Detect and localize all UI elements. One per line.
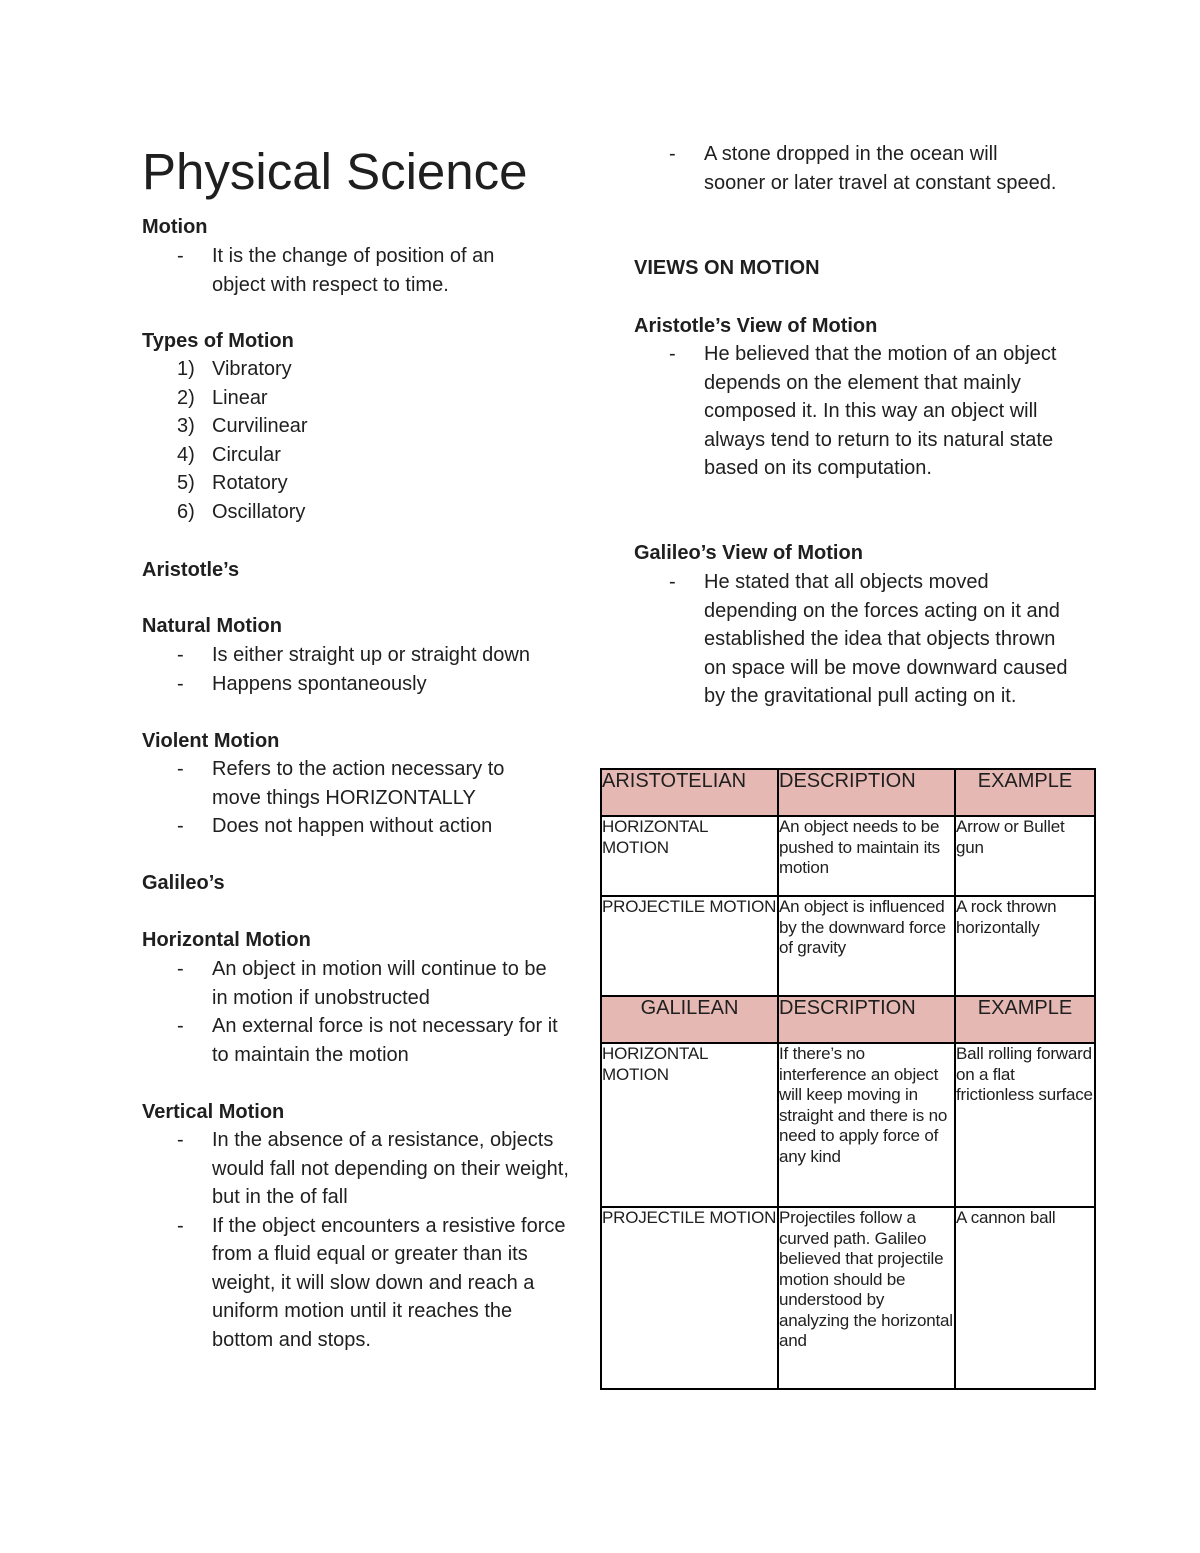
list-item: 3) Curvilinear <box>177 415 308 437</box>
horizontal-motion-list <box>142 955 562 1069</box>
list-item: - He stated that all objects moved depending on the forces acting on it and established the idea that objects thrown on space will be move downward caused by the gravitational pull acting on it. <box>669 571 1068 707</box>
table-header-row <box>601 769 1095 816</box>
list-item: - He believed that the motion of an object depends on the element that mainly composed it. In this way an object will always tend to return to its natural state based on its computation. <box>669 343 1057 479</box>
list-item: 6) Oscillatory <box>177 500 306 523</box>
table-cell: PROJECTILE MOTION <box>601 896 778 996</box>
vertical-motion-list <box>142 1126 572 1354</box>
horizontal-motion-heading: Horizontal Motion <box>142 929 311 951</box>
list-item: - Refers to the action necessary to move things HORIZONTALLY <box>177 758 505 809</box>
list-item: - Happens spontaneously <box>177 672 427 695</box>
aristotles-heading: Aristotle’s <box>142 559 240 581</box>
violent-motion-list <box>142 755 552 841</box>
table-cell: Ball rolling forward on a flat frictionless surface <box>955 1043 1095 1207</box>
list-item: - If the object encounters a resistive force from a fluid equal or greater than its weight, it will slow down and reach a uniform motion until it reaches the bottom and stops. <box>177 1214 566 1351</box>
table-cell: An object needs to be pushed to maintain its motion <box>778 816 955 896</box>
table-cell: Projectiles follow a curved path. Galileo believed that projectile motion should be understood by analyzing the horizontal and <box>778 1207 955 1389</box>
list-item: - In the absence of a resistance, objects would fall not depending on their weight, but in the of fall <box>177 1129 569 1208</box>
stone-list <box>634 140 1064 197</box>
motion-list <box>142 242 552 299</box>
galileo-view-list <box>634 568 1074 711</box>
aristotle-view-list <box>634 340 1074 483</box>
table-row <box>601 816 1095 896</box>
natural-motion-heading: Natural Motion <box>142 615 282 637</box>
table-cell: If there’s no interference an object will keep moving in straight and there is no need to apply force of any kind <box>778 1043 955 1207</box>
table-cell: PROJECTILE MOTION <box>601 1207 778 1389</box>
column-header: EXAMPLE <box>955 996 1095 1043</box>
types-list <box>142 355 552 526</box>
list-item: 5) Rotatory <box>177 472 288 494</box>
list-item: - A stone dropped in the ocean will sooner or later travel at constant speed. <box>669 143 1057 194</box>
vertical-motion-heading: Vertical Motion <box>142 1101 285 1123</box>
types-heading: Types of Motion <box>142 330 294 352</box>
table-cell: An object is influenced by the downward force of gravity <box>778 896 955 996</box>
table-cell: A cannon ball <box>955 1207 1095 1389</box>
table-cell: HORIZONTAL MOTION <box>601 816 778 896</box>
table-row <box>601 896 1095 996</box>
table-header-row <box>601 996 1095 1043</box>
table-cell: Arrow or Bullet gun <box>955 816 1095 896</box>
list-item: - Does not happen without action <box>177 815 493 837</box>
list-item: - An object in motion will continue to be in motion if unobstructed <box>177 958 547 1009</box>
list-item: - Is either straight up or straight down <box>177 644 530 666</box>
list-item: 4) Circular <box>177 443 281 466</box>
table-row <box>601 1207 1095 1389</box>
column-header: EXAMPLE <box>955 769 1095 816</box>
motion-heading: Motion <box>142 216 208 238</box>
column-header: GALILEAN <box>601 996 778 1043</box>
aristotle-view-heading: Aristotle’s View of Motion <box>634 315 878 337</box>
list-item: - It is the change of position of an object with respect to time. <box>177 245 495 296</box>
list-item: - An external force is not necessary for it to maintain the motion <box>177 1015 558 1066</box>
column-header: ARISTOTELIAN <box>601 769 778 816</box>
motion-comparison-table <box>600 768 1096 1390</box>
galileos-heading: Galileo’s <box>142 872 225 894</box>
column-header: DESCRIPTION <box>778 996 955 1043</box>
galileo-view-heading: Galileo’s View of Motion <box>634 542 863 564</box>
table-cell: HORIZONTAL MOTION <box>601 1043 778 1207</box>
natural-motion-list <box>142 641 582 698</box>
violent-motion-heading: Violent Motion <box>142 730 280 752</box>
list-item: 1) Vibratory <box>177 358 292 380</box>
table-row <box>601 1043 1095 1207</box>
page-title: Physical Science <box>142 143 528 200</box>
column-header: DESCRIPTION <box>778 769 955 816</box>
list-item: 2) Linear <box>177 386 268 409</box>
table-cell: A rock thrown horizontally <box>955 896 1095 996</box>
views-on-motion-heading: VIEWS ON MOTION <box>634 257 820 279</box>
